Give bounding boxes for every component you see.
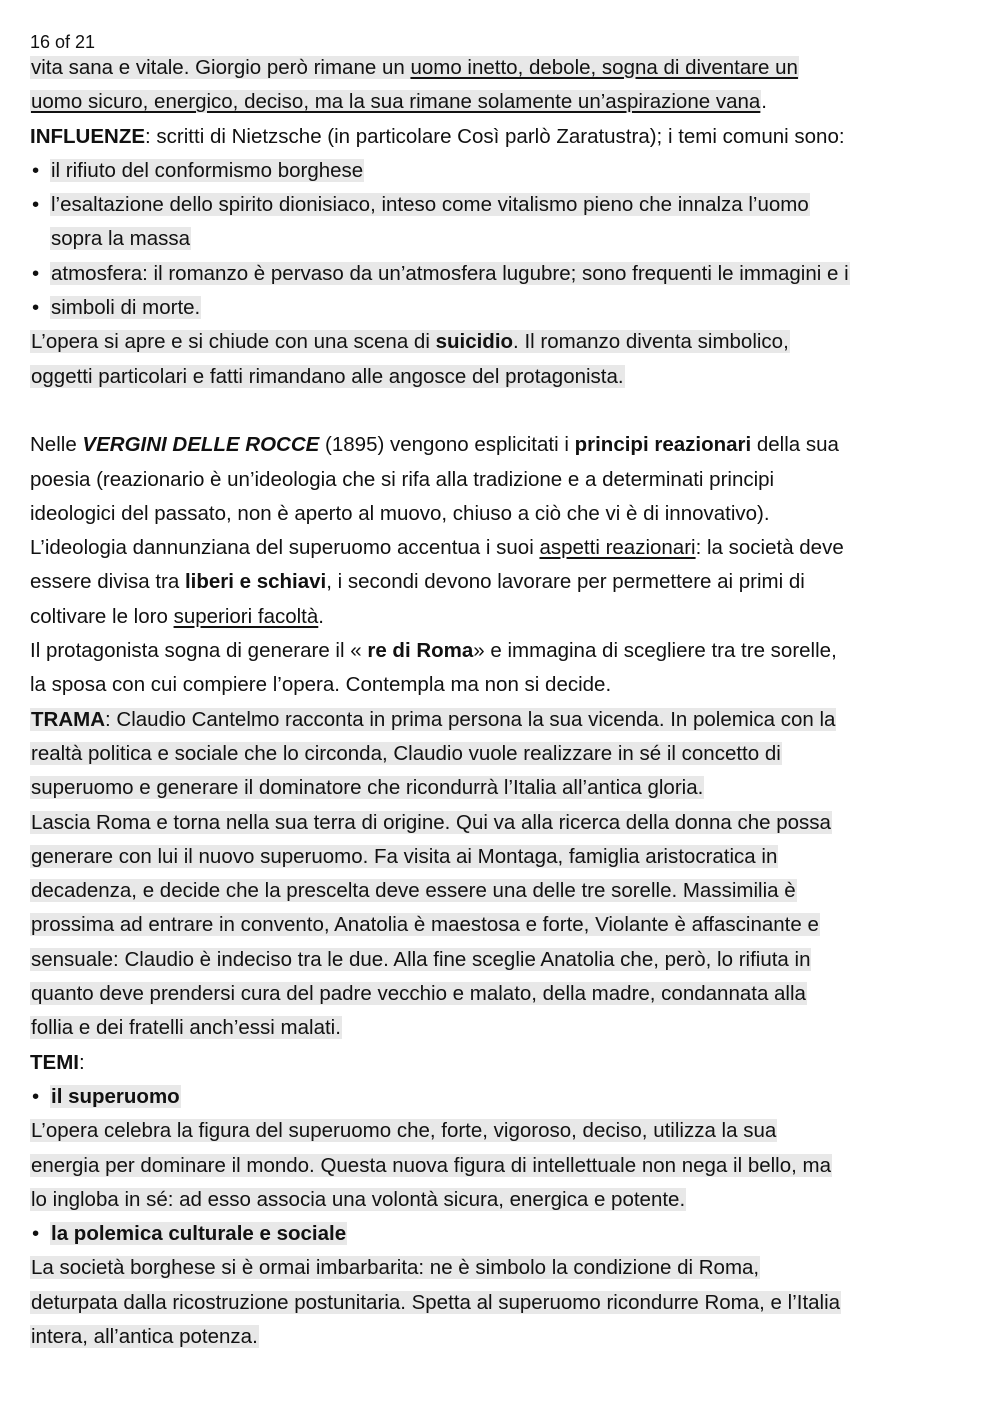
bullet-icon: • [32, 261, 40, 285]
highlighted-text: follia e dei fratelli anch’essi malati. [31, 1016, 341, 1040]
text: : scritti di Nietzsche (in particolare Così parlò Zaratustra); i temi comuni sono: [145, 124, 845, 148]
text-line [30, 1286, 980, 1320]
text-line [30, 1251, 980, 1285]
text-line [30, 1149, 980, 1183]
text: della sua [751, 433, 839, 457]
bold-text: re di Roma [367, 639, 474, 663]
highlighted-text: realtà politica e sociale che lo circonda, Claudio vuole realizzare in sé il concetto di [31, 741, 781, 765]
highlighted-text: quanto deve prendersi cura del padre vecchio e malato, della madre, condannata alla [31, 982, 806, 1006]
text: (1895) vengono esplicitati i [319, 433, 575, 457]
bullet-icon: • [32, 193, 40, 217]
text: : Claudio Cantelmo racconta in prima persona la sua vicenda. In polemica con la [105, 707, 836, 731]
list-item-continuation [30, 222, 980, 256]
list-item [30, 257, 980, 291]
highlighted-text: superuomo e generare il dominatore che ricondurrà l’Italia all’antica gloria. [31, 776, 704, 800]
text-line: la sposa con cui compiere l’opera. Contempla ma non si decide. [30, 673, 612, 697]
highlighted-text: il rifiuto del conformismo borghese [51, 158, 364, 182]
text-line [30, 531, 980, 565]
text-line [30, 771, 980, 805]
highlighted-text [30, 56, 799, 79]
text-line: ideologici del passato, non è aperto al muovo, chiuso a ciò che vi è di innovativo). [30, 501, 770, 525]
text-line [30, 565, 980, 599]
theme-title: il superuomo [51, 1084, 180, 1108]
text: , i secondi devono lavorare per permettere ai primi di [326, 570, 805, 594]
text: L’ideologia dannunziana del superuomo accentua i suoi [30, 536, 540, 560]
text-line [30, 1320, 980, 1354]
bold-text: liberi e schiavi [184, 570, 327, 594]
text-line [30, 85, 980, 119]
text-line [30, 908, 980, 942]
text: : la società deve [695, 536, 844, 560]
highlighted-text: simboli di morte. [51, 296, 201, 320]
highlighted-text [30, 90, 761, 113]
text-line [30, 840, 980, 874]
underlined-text: uomo inetto, debole, sogna di diventare un [410, 56, 798, 79]
underlined-text: aspetti reazionari [539, 536, 696, 560]
text-line [30, 51, 980, 85]
highlighted-text: generare con lui il nuovo superuomo. Fa visita ai Montaga, famiglia aristocratica in [31, 844, 778, 868]
text-line [30, 1183, 980, 1217]
section-heading-influenze: INFLUENZE [30, 124, 146, 148]
section-heading-trama: TRAMA [31, 707, 106, 731]
text-line [30, 1011, 980, 1045]
text-line: poesia (reazionario è un’ideologia che si rifa alla tradizione e a determinati principi [30, 467, 775, 491]
text-line [30, 806, 980, 840]
text-line [30, 428, 980, 462]
text: vita sana e vitale. Giorgio però rimane un [31, 56, 411, 79]
page-indicator: 16 of 21 [30, 32, 96, 52]
highlighted-text: decadenza, e decide che la prescelta deve essere una delle tre sorelle. Massimilia è [31, 879, 796, 903]
list-item [30, 291, 980, 325]
highlighted-text: sopra la massa [51, 227, 191, 251]
underlined-text: superiori facoltà [173, 604, 319, 628]
highlighted-text: l’esaltazione dello spirito dionisiaco, inteso come vitalismo pieno che innalza l’uomo [51, 193, 809, 217]
highlighted-text: lo ingloba in sé: ad esso associa una volontà sicura, energica e potente. [31, 1187, 686, 1211]
text: . [761, 90, 767, 114]
text-line [30, 634, 980, 668]
text: : [78, 1050, 85, 1074]
text: essere divisa tra [30, 570, 185, 594]
work-title: VERGINI DELLE ROCCE [82, 433, 320, 457]
text-line [30, 600, 980, 634]
text-line [30, 737, 980, 771]
highlighted-text: deturpata dalla ricostruzione postunitaria. Spetta al superuomo ricondurre Roma, e l’Italia [31, 1290, 841, 1314]
document-body [30, 51, 980, 1354]
text: Nelle [30, 433, 83, 457]
bold-text: suicidio [435, 330, 514, 354]
highlighted-text [30, 708, 836, 731]
highlighted-text: energia per dominare il mondo. Questa nuova figura di intellettuale non nega il bello, ma [31, 1153, 832, 1177]
text: . Il romanzo diventa simbolico, [513, 330, 789, 354]
bullet-icon: • [32, 296, 40, 320]
text-line [30, 874, 980, 908]
underlined-text: uomo sicuro, energico, deciso, ma la sua rimane solamente un’aspirazione vana [31, 90, 761, 114]
list-item [30, 1217, 980, 1251]
text: L’opera si apre e si chiude con una scena di [31, 330, 436, 354]
text-line [30, 325, 980, 359]
highlighted-text: intera, all’antica potenza. [31, 1324, 258, 1348]
text-line [30, 943, 980, 977]
highlighted-text: oggetti particolari e fatti rimandano alle angosce del protagonista. [31, 364, 624, 388]
section-heading-temi: TEMI [30, 1050, 79, 1074]
text: Il protagonista sogna di generare il « [30, 639, 368, 663]
text-line [30, 360, 980, 394]
bold-text: principi reazionari [574, 433, 752, 457]
bullet-icon: • [32, 158, 40, 182]
highlighted-text: Lascia Roma e torna nella sua terra di origine. Qui va alla ricerca della donna che possa [31, 810, 831, 834]
highlighted-text: La società borghese si è ormai imbarbarita: ne è simbolo la condizione di Roma, [31, 1256, 760, 1280]
text-line [30, 120, 980, 154]
list-item [30, 1080, 980, 1114]
highlighted-text: prossima ad entrare in convento, Anatolia è maestosa e forte, Violante è affascinante e [31, 913, 819, 937]
text-line [30, 1046, 980, 1080]
list-item [30, 188, 980, 222]
list-item [30, 154, 980, 188]
text: » e immagina di scegliere tra tre sorelle, [473, 639, 837, 663]
theme-title: la polemica culturale e sociale [51, 1222, 347, 1246]
text: . [318, 604, 324, 628]
text-line [30, 977, 980, 1011]
bullet-icon: • [32, 1222, 40, 1246]
text: coltivare le loro [30, 604, 174, 628]
text-line [30, 1114, 980, 1148]
text-line [30, 703, 980, 737]
bullet-icon: • [32, 1084, 40, 1108]
highlighted-text: sensuale: Claudio è indeciso tra le due. Alla fine sceglie Anatolia che, però, lo rifiuta in [31, 947, 811, 971]
highlighted-text: L’opera celebra la figura del superuomo che, forte, vigoroso, deciso, utilizza la sua [31, 1119, 777, 1143]
highlighted-text: atmosfera: il romanzo è pervaso da un’atmosfera lugubre; sono frequenti le immagini e i [51, 261, 849, 285]
highlighted-text [30, 330, 790, 353]
